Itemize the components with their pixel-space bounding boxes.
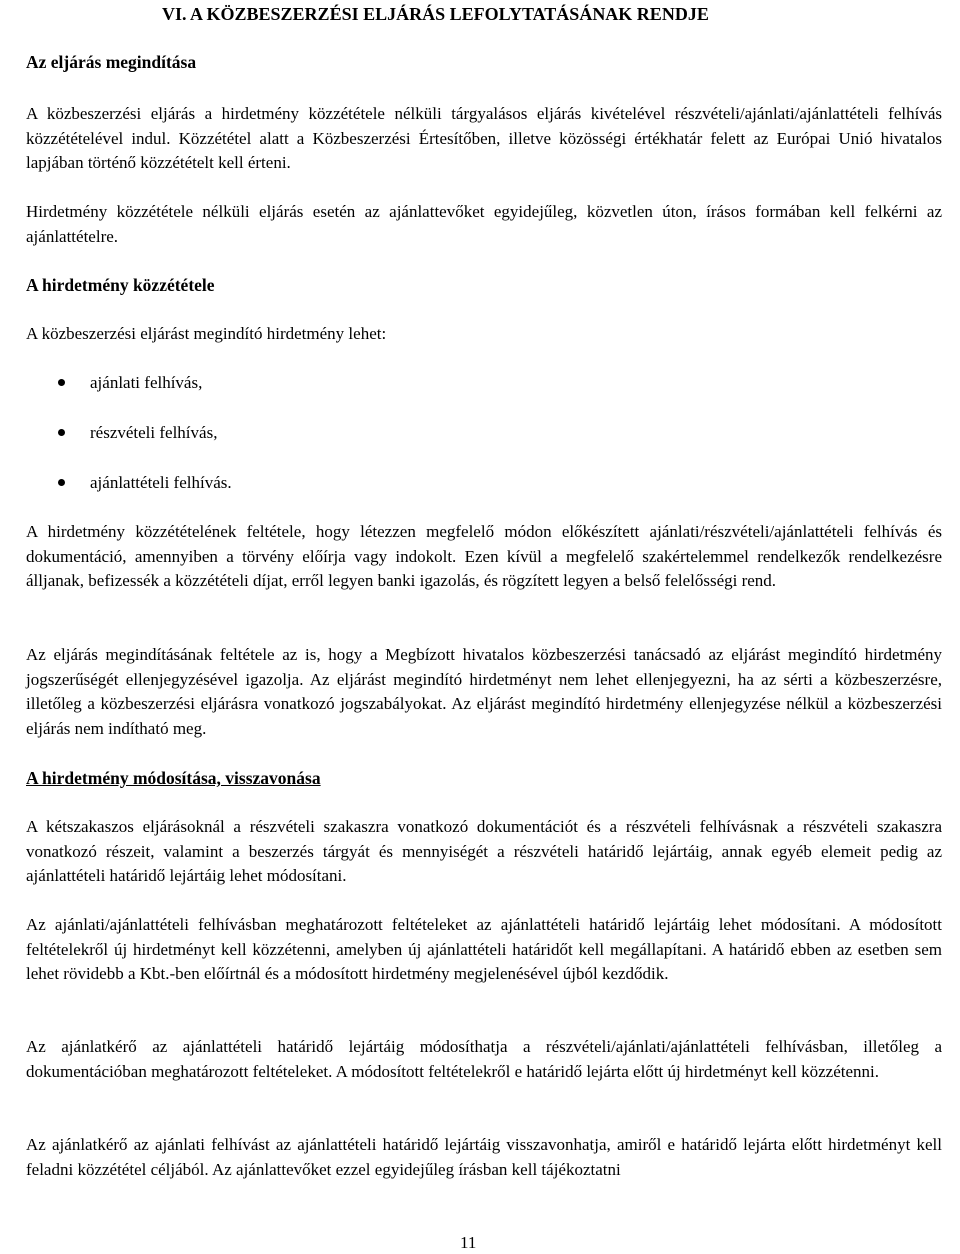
bullet-icon: [58, 479, 65, 486]
page-number: 11: [460, 1233, 477, 1252]
chapter-title: VI. A KÖZBESZERZÉSI ELJÁRÁS LEFOLYTATÁSÁNAK RENDJE: [162, 4, 709, 24]
list-item-label: ajánlati felhívás,: [90, 373, 203, 392]
list-item-label: ajánlattételi felhívás.: [90, 473, 232, 492]
paragraph-publication-intro: A közbeszerzési eljárást megindító hirdetmény lehet:: [26, 324, 387, 343]
paragraph-modification-1: A kétszakaszos eljárásoknál a részvételi szakaszra vonatkozó dokumentációt és a részvételi felhívásnak a részvételi szakaszra vonatkozó részeit, valamint a beszerzés tárgyát és mennyiségét a részvételi határidő lejártáig, annak egyéb elemeit pedig az ajánlattételi határidő lejártáig lehet módosítani.: [26, 817, 942, 886]
paragraph-start-2: Hirdetmény közzététele nélküli eljárás esetén az ajánlattevőket egyidejűleg, közvetlen úton, írásos formában kell felkérni az ajánlattételre.: [26, 202, 942, 246]
list-item-label: részvételi felhívás,: [90, 423, 218, 442]
section-heading-start: Az eljárás megindítása: [26, 52, 197, 72]
paragraph-modification-3: Az ajánlatkérő az ajánlattételi határidő lejártáig módosíthatja a részvételi/ajánlati/ajánlattételi felhívásban, illetőleg a dokumentációban meghatározott feltételeket. A módosított feltételekről e határidő lejárta előtt új hirdetményt kell közzétenni.: [26, 1037, 942, 1081]
paragraph-modification-4: Az ajánlatkérő az ajánlati felhívást az ajánlattételi határidő lejártáig visszavonhatja, amiről e határidő lejárta előtt hirdetményt kell feladni közzététel céljából. Az ajánlattevőket ezzel egyidejűleg írásban kell tájékoztatni: [26, 1135, 942, 1179]
paragraph-publication-1: A hirdetmény közzétételének feltétele, hogy létezzen megfelelő módon előkészített ajánlati/részvételi/ajánlattételi felhívás és dokumentáció, amennyiben a törvény előírja vagy indokolt. Ezen kívül a megfelelő szakértelemmel rendelkezők rendelkezésre álljanak, befizessék a közzétételi díjat, erről legyen banki igazolás, és rögzített legyen a belső felelősségi rend.: [26, 522, 942, 591]
bullet-icon: [58, 429, 65, 436]
paragraph-publication-2: Az eljárás megindításának feltétele az is, hogy a Megbízott hivatalos közbeszerzési tanácsadó az eljárást megindító hirdetmény jogszerűségét ellenjegyzésével igazolja. Az eljárást megindító hirdetményt nem lehet ellenjegyezni, ha az sérti a közbeszerzésre, illetőleg a közbeszerzési eljárásra vonatkozó jogszabályokat. Az eljárást megindító hirdetmény ellenjegyzése nélkül a közbeszerzési eljárás nem indítható meg.: [26, 645, 942, 738]
paragraph-modification-2: Az ajánlati/ajánlattételi felhívásban meghatározott feltételeket az ajánlattételi határidő lejártáig lehet módosítani. A módosított feltételekről új hirdetményt kell közzétenni, amelyben új ajánlattételi határidőt kell megállapítani. A határidő ebben az esetben sem lehet rövidebb a Kbt.-ben előírtnál és a módosított hirdetmény megjelenésével újból kezdődik.: [26, 915, 942, 984]
bullet-icon: [58, 379, 65, 386]
section-heading-publication: A hirdetmény közzététele: [26, 275, 215, 295]
section-heading-modification: A hirdetmény módosítása, visszavonása: [26, 768, 321, 788]
paragraph-start-1: A közbeszerzési eljárás a hirdetmény közzététele nélküli tárgyalásos eljárás kivételével részvételi/ajánlati/ajánlattételi felhívás közzétételével indul. Közzététel alatt a Közbeszerzési Értesítőben, illetve közösségi értékhatár felett az Európai Unió hivatalos lapjában történő közzétételt kell érteni.: [26, 104, 942, 173]
